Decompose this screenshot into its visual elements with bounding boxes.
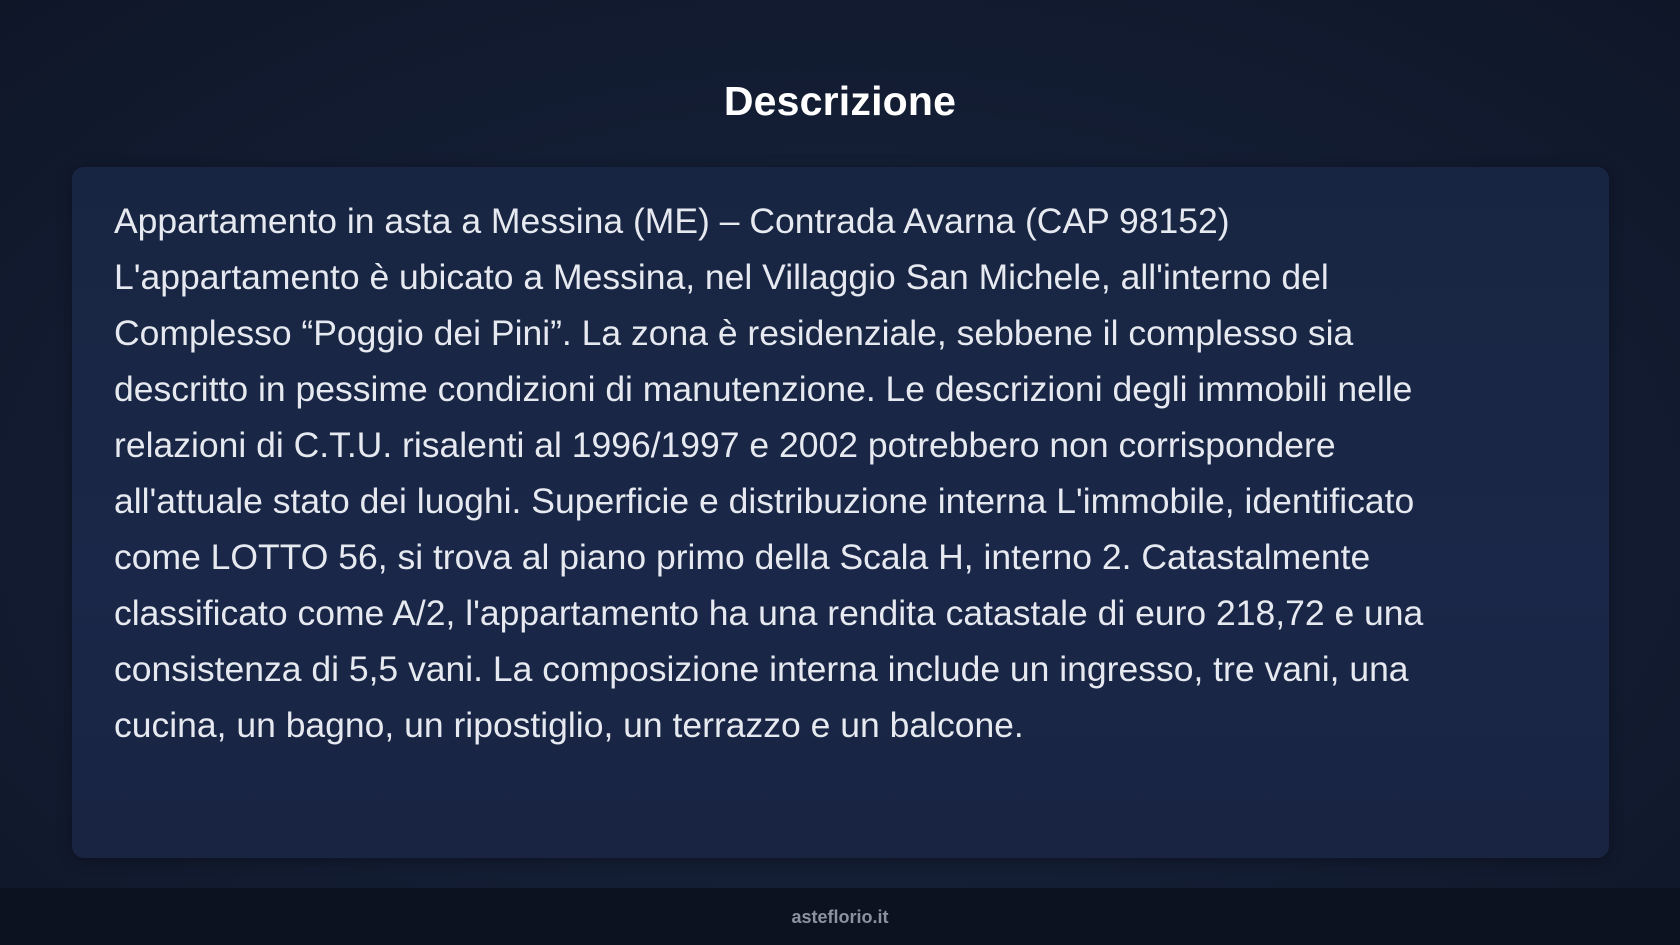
page-title: Descrizione [723,78,957,124]
description-card [72,167,1609,858]
description-text: Appartamento in asta a Messina (ME) – Contrada Avarna (CAP 98152) L'appartamento è ubicato a Messina, nel Villaggio San Michele, all'interno del Complesso “Poggio dei Pini”. La zona è residenziale, sebbene il complesso sia descritto in pessime condizioni di manutenzione. Le descrizioni degli immobili nelle relazioni di C.T.U. risalenti al 1996/1997 e 2002 potrebbero non corrispondere all'attuale stato dei luoghi. Superficie e distribuzione interna L'immobile, identificato come LOTTO 56, si trova al piano primo della Scala H, interno 2. Catastalmente classificato come A/2, l'appartamento ha una rendita catastale di euro 218,72 e una consistenza di 5,5 vani. La composizione interna include un ingresso, tre vani, una cucina, un bagno, un ripostiglio, un terrazzo e un balcone. [114,201,1424,745]
footer-site-link[interactable]: asteflorio.it [791,907,889,927]
